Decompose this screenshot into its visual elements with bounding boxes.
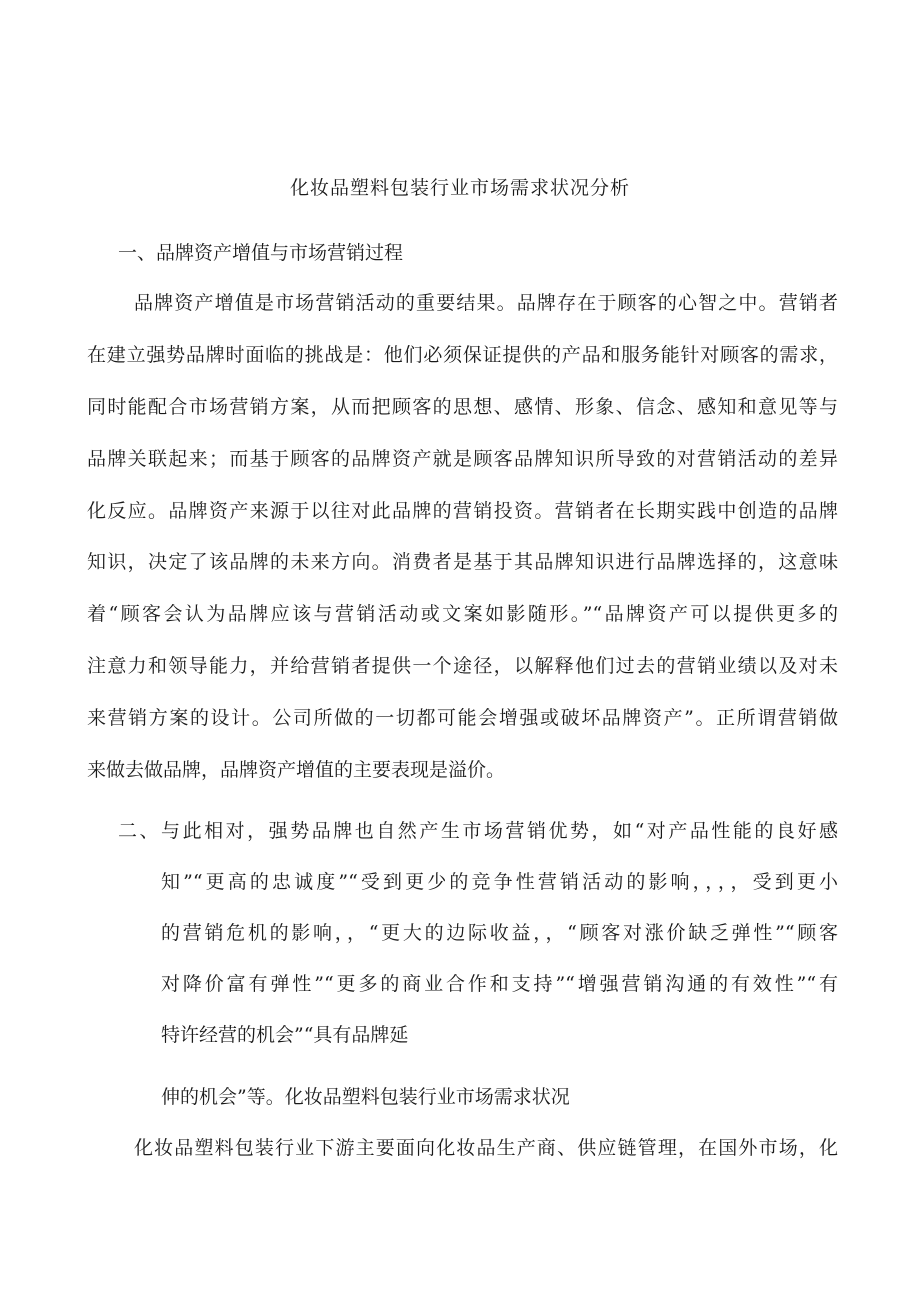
paragraph-line: 知”“更高的忠诚度”“受到更少的竞争性营销活动的影响，，，，受到更小	[161, 871, 838, 893]
paragraph-line: 对降价富有弹性”“更多的商业合作和支持”“增强营销沟通的有效性”“有	[161, 973, 838, 995]
paragraph-line: 来做去做品牌，品牌资产增值的主要表现是溢价。	[87, 759, 506, 781]
paragraph-line: 特许经营的机会”“具有品牌延	[161, 1024, 409, 1046]
paragraph-line: 伸的机会”等。化妆品塑料包装行业市场需求状况	[161, 1086, 570, 1108]
document-title: 化妆品塑料包装行业市场需求状况分析	[289, 177, 630, 199]
paragraph-line: 着“顾客会认为品牌应该与营销活动或文案如影随形。”“品牌资产可以提供更多的	[87, 603, 838, 625]
paragraph-line: 化反应。品牌资产来源于以往对此品牌的营销投资。营销者在长期实践中创造的品牌	[87, 500, 838, 522]
paragraph-line: 知识，决定了该品牌的未来方向。消费者是基于其品牌知识进行品牌选择的，这意味	[87, 551, 838, 573]
paragraph-line: 来营销方案的设计。公司所做的一切都可能会增强或破坏品牌资产”。正所谓营销做	[87, 707, 838, 729]
paragraph-line: 同时能配合市场营销方案，从而把顾客的思想、感情、形象、信念、感知和意见等与	[87, 396, 838, 418]
paragraph-line: 化妆品塑料包装行业下游主要面向化妆品生产商、供应链管理，在国外市场，化	[134, 1137, 838, 1159]
paragraph-line: 注意力和领导能力，并给营销者提供一个途径，以解释他们过去的营销业绩以及对未	[87, 655, 838, 677]
paragraph-line: 品牌资产增值是市场营销活动的重要结果。品牌存在于顾客的心智之中。营销者	[134, 292, 838, 314]
section-heading-1: 一、品牌资产增值与市场营销过程	[118, 242, 404, 264]
paragraph-line: 二、与此相对，强势品牌也自然产生市场营销优势，如“对产品性能的良好感	[118, 820, 838, 842]
paragraph-line: 品牌关联起来；而基于顾客的品牌资产就是顾客品牌知识所导致的对营销活动的差异	[87, 448, 838, 470]
paragraph-line: 的营销危机的影响，，“更大的边际收益，，“顾客对涨价缺乏弹性”“顾客	[161, 922, 838, 944]
paragraph-line: 在建立强势品牌时面临的挑战是：他们必须保证提供的产品和服务能针对顾客的需求，	[87, 344, 838, 366]
